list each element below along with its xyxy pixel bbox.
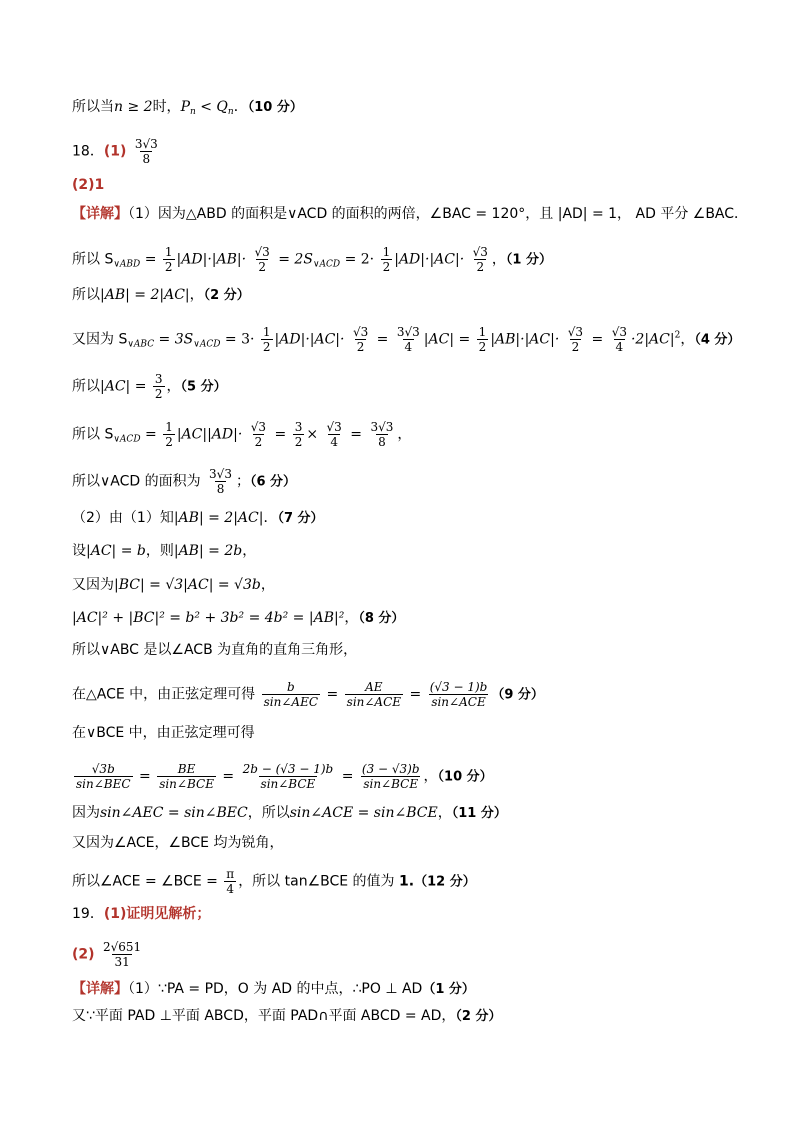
question-18-answer-1: 18．(1) $\frac{3√3}{8}$ (72, 137, 158, 166)
line-sine-law-bce: $\frac{√3b}{\text{sin∠BEC}}$ = $\frac{BE}{\text{sin∠BCE}}$ = $\frac{2b - (√3 - 1)b}{\text{sin∠BCE}}$ = $\frac{(3 - √3)b}{\text{sin∠BCE}}$ ，（10 分） (76, 762, 493, 791)
line-ac-value: 所以|AC| = $\frac{3}{2}$ ，（5 分） (72, 372, 227, 401)
line-conclusion-prev: 所以当n ≥ 2时，$P_n < Q_n$．（10 分） (72, 99, 303, 117)
line-right-triangle: 所以∨ABC 是以∠ACB 为直角的直角三角形， (72, 642, 358, 658)
question-19-detail-line-1: 【详解】（1）∵PA = PD，O 为 AD 的中点，∴PO ⊥ AD（1 分） (72, 981, 475, 997)
question-19-answer-2: (2) $\frac{2√651}{31}$ (72, 940, 142, 969)
line-let-ac-b: 设|AC| = b，则|AB| = 2b， (72, 543, 257, 559)
question-18-detail-intro: 【详解】（1）因为△ABD 的面积是∨ACD 的面积的两倍，∠BAC = 120°，且 |AD| = 1， AD 平分 ∠BAC． (72, 206, 749, 222)
question-18-answer-2: (2)1 (72, 177, 105, 193)
line-area-acd-calc: 所以 $S_{\vee ACD}$ = $\frac{1}{2}$ |AC||AD|· $\frac{√3}{2}$ = $\frac{3}{2}$ × $\frac{√3}{4}$ = $\frac{3√3}{8}$ ， (72, 420, 412, 449)
line-bc: 又因为|BC| = √3|AC| = √3b， (72, 577, 275, 593)
question-19-answer-1: 19．(1)证明见解析； (72, 906, 211, 922)
line-area-acd-result: 所以∨ACD 的面积为 $\frac{3√3}{8}$ ；（6 分） (72, 467, 297, 496)
question-19-detail-line-2: 又∵平面 PAD ⊥平面 ABCD，平面 PAD∩平面 ABCD = AD，（2 分） (72, 1008, 502, 1024)
line-sine-equal: 因为sin∠AEC = sin∠BEC，所以sin∠ACE = sin∠BCE，（11 分） (72, 805, 507, 821)
line-final-answer: 所以∠ACE = ∠BCE = $\frac{\pi}{4}$ ，所以 tan∠BCE 的值为 1.（12 分） (72, 867, 476, 896)
line-sine-law-bce-intro: 在∨BCE 中，由正弦定理可得 (72, 725, 255, 741)
line-ab-eq-2ac: 所以|AB| = 2|AC|，（2 分） (72, 287, 250, 303)
line-part2-start: （2）由（1）知|AB| = 2|AC|．（7 分） (72, 510, 324, 526)
line-sine-law-ace: 在△ACE 中，由正弦定理可得 $\frac{b}{\text{sin∠AEC}}$ = $\frac{AE}{\text{sin∠ACE}}$ = $\frac{(√3 - 1)b}{\text{sin∠ACE}}$ （9 分） (72, 680, 544, 709)
line-acute-angles: 又因为∠ACE，∠BCE 均为锐角， (72, 835, 284, 851)
line-area-abd: 所以 $S_{\vee ABD}$ = $\frac{1}{2}$ |AD|·|AB|· $\frac{√3}{2}$ = $2S_{\vee ACD} = 2\cdot$ $\frac{1}{2}$ |AD|·|AC|· $\frac{√3}{2}$ ，（1 分） (72, 245, 552, 274)
line-pythagoras: |AC|² + |BC|² = b² + 3b² = 4b² = |AB|²，（8 分） (72, 610, 405, 626)
line-area-abc: 又因为 $S_{\vee ABC} = 3S_{\vee ACD} = 3\cdot$ $\frac{1}{2}$ |AD|·|AC|· $\frac{√3}{2}$ = $\frac{3√3}{4}$ |AC| = $\frac{1}{2}$ |AB|·|AC|· $\frac{√3}{2}$ = $\frac{√3}{4}$ $\cdot 2|AC|^2$，（4 分） (72, 325, 741, 354)
